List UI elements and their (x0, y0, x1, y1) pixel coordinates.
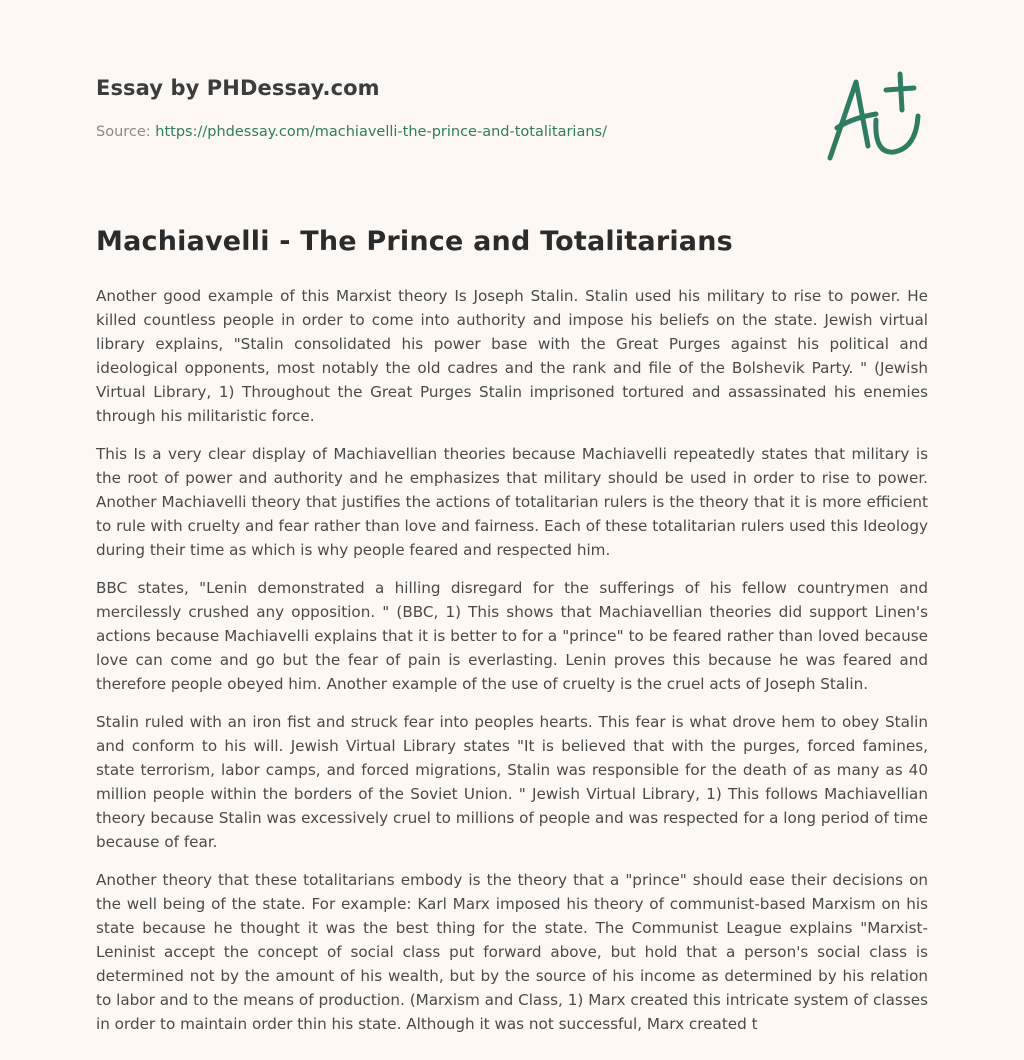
essay-body (96, 284, 928, 1050)
source-line (96, 124, 607, 140)
source-label: Source: (96, 124, 151, 140)
essay-paragraph: Another good example of this Marxist theory Is Joseph Stalin. Stalin used his military to rise to power. He killed countless people in order to come into authority and impose his beliefs on the state. Jewish virtual library explains, "Stalin consolidated his power base with the Great Purges against his political and ideological opponents, most notably the old cadres and the rank and file of the Bolshevik Party. " (Jewish Virtual Library, 1) Throughout the Great Purges Stalin imprisoned tortured and assassinated his enemies through his militaristic force. (96, 287, 928, 425)
essay-paragraph: This Is a very clear display of Machiavellian theories because Machiavelli repeatedly states that military is the root of power and authority and he emphasizes that military should be used in order to rise to power. Another Machiavelli theory that justifies the actions of totalitarian rulers is the theory that it is more efficient to rule with cruelty and fear rather than love and fairness. Each of these totalitarian rulers used this Ideology during their time as which is why people feared and respected him. (96, 445, 928, 559)
essay-paragraph: Stalin ruled with an iron fist and struck fear into peoples hearts. This fear is what drove hem to obey Stalin and conform to his will. Jewish Virtual Library states "It is believed that with the purges, forced famines, state terrorism, labor camps, and forced migrations, Stalin was responsible for the death of as many as 40 million people within the borders of the Soviet Union. " Jewish Virtual Library, 1) This follows Machiavellian theory because Stalin was excessively cruel to millions of people and was respected for a long period of time because of fear. (96, 713, 928, 851)
essay-title: Machiavelli - The Prince and Totalitarians (96, 226, 733, 257)
essay-paragraph: Another theory that these totalitarians embody is the theory that a "prince" should ease their decisions on the well being of the state. For example: Karl Marx imposed his theory of communist-based Marxism on his state because he thought it was the best thing for the state. The Communist League explains "Marxist-Leninist accept the concept of social class put forward above, but hold that a person's social class is determined not by the amount of his wealth, but by the source of his income as determined by his relation to labor and to the means of production. (Marxism and Class, 1) Marx created this intricate system of classes in order to maintain order thin his state. Although it was not successful, Marx created t (96, 871, 928, 1033)
essay-paragraph: BBC states, "Lenin demonstrated a hilling disregard for the sufferings of his fellow countrymen and mercilessly crushed any opposition. " (BBC, 1) This shows that Machiavellian theories did support Linen's actions because Machiavelli explains that it is better to for a "prince" to be feared rather than loved because love can come and go but the fear of pain is everlasting. Lenin proves this because he was feared and therefore people obeyed him. Another example of the use of cruelty is the cruel acts of Joseph Stalin. (96, 579, 928, 693)
source-link[interactable]: https://phdessay.com/machiavelli-the-prince-and-totalitarians/ (155, 124, 607, 140)
site-brand: Essay by PHDessay.com (96, 76, 380, 100)
a-plus-logo-icon (820, 68, 930, 168)
